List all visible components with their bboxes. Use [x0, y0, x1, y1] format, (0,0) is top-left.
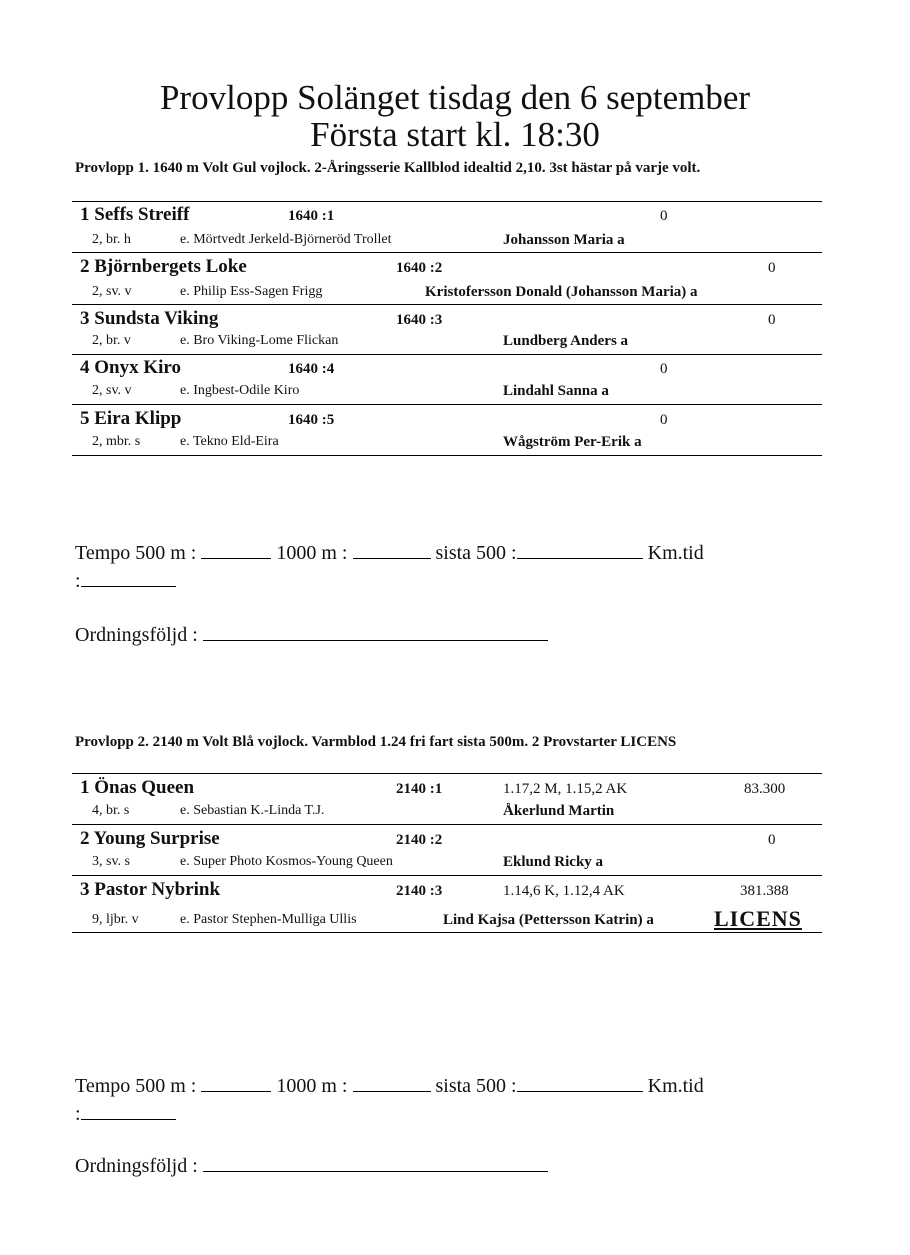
- horse-record: 1.14,6 K, 1.12,4 AK: [503, 883, 625, 899]
- divider: [72, 824, 822, 825]
- order-label: Ordningsföljd :: [75, 624, 198, 646]
- horse-pedigree: e. Ingbest-Odile Kiro: [180, 383, 300, 398]
- order-blank[interactable]: [203, 620, 548, 641]
- km1000-blank[interactable]: [353, 538, 431, 559]
- horse-driver: Kristofersson Donald (Johansson Maria) a: [425, 284, 698, 300]
- tempo-label: Tempo 500 m :: [75, 1075, 197, 1097]
- race-2-order-line: [75, 1151, 548, 1178]
- sista500-blank[interactable]: [517, 1071, 643, 1092]
- horse-distance: 2140 :3: [396, 883, 443, 899]
- tempo-500-blank[interactable]: [201, 1071, 271, 1092]
- horse-info: 2, mbr. s: [92, 434, 141, 449]
- kmtid-blank[interactable]: [81, 1099, 176, 1120]
- race-1-order-line: [75, 620, 548, 647]
- horse-pedigree: e. Super Photo Kosmos-Young Queen: [180, 854, 393, 869]
- horse-distance: 2140 :2: [396, 832, 443, 848]
- km1000-label: 1000 m :: [276, 1075, 348, 1097]
- horse-driver: Eklund Ricky a: [503, 854, 604, 870]
- kmtid-blank[interactable]: [81, 566, 176, 587]
- tempo-label: Tempo 500 m :: [75, 542, 197, 564]
- horse-earnings: 381.388: [740, 883, 789, 899]
- sista500-blank[interactable]: [517, 538, 643, 559]
- horse-pedigree: e. Pastor Stephen-Mulliga Ullis: [180, 912, 357, 927]
- horse-name: 3 Pastor Nybrink: [80, 879, 221, 900]
- horse-name: 2 Björnbergets Loke: [80, 256, 247, 277]
- divider: [72, 773, 822, 774]
- horse-driver: Lind Kajsa (Pettersson Katrin) a: [443, 912, 654, 928]
- divider: [72, 455, 822, 456]
- divider: [72, 354, 822, 355]
- divider: [72, 201, 822, 202]
- document-title: Provlopp Solänget tisdag den 6 september: [159, 78, 751, 117]
- horse-distance: 1640 :5: [288, 412, 335, 428]
- licens-tag: LICENS: [714, 906, 802, 931]
- race-1-kmtid-line: [75, 566, 176, 593]
- horse-driver: Johansson Maria a: [503, 232, 625, 248]
- horse-distance: 1640 :1: [288, 208, 335, 224]
- horse-distance: 2140 :1: [396, 781, 443, 797]
- horse-earnings: 83.300: [744, 781, 786, 797]
- order-label: Ordningsföljd :: [75, 1155, 198, 1177]
- divider: [72, 932, 822, 933]
- horse-distance: 1640 :2: [396, 260, 443, 276]
- horse-earnings: 0: [768, 832, 776, 848]
- race-2-kmtid-line: [75, 1099, 176, 1126]
- divider: [72, 404, 822, 405]
- horse-record: 1.17,2 M, 1.15,2 AK: [503, 781, 628, 797]
- horse-name: 5 Eira Klipp: [80, 408, 182, 429]
- horse-earnings: 0: [660, 361, 668, 377]
- kmtid-label: Km.tid: [647, 542, 704, 564]
- horse-distance: 1640 :3: [396, 312, 443, 328]
- horse-earnings: 0: [768, 312, 776, 328]
- divider: [72, 252, 822, 253]
- horse-name: 2 Young Surprise: [80, 828, 220, 849]
- race-2-tempo-line: [75, 1071, 704, 1098]
- horse-earnings: 0: [660, 412, 668, 428]
- horse-name: 1 Seffs Streiff: [80, 204, 190, 225]
- horse-info: 9, ljbr. v: [92, 912, 139, 927]
- divider: [72, 875, 822, 876]
- race-1-header: Provlopp 1. 1640 m Volt Gul vojlock. 2-Åringsserie Kallblod idealtid 2,10. 3st hästar på varje volt.: [75, 160, 701, 176]
- sista500-label: sista 500 :: [435, 542, 517, 564]
- kmtid-colon: :: [75, 1103, 81, 1125]
- horse-info: 4, br. s: [92, 803, 130, 818]
- divider: [72, 304, 822, 305]
- horse-info: 2, br. h: [92, 232, 131, 247]
- horse-pedigree: e. Tekno Eld-Eira: [180, 434, 279, 449]
- horse-info: 2, sv. v: [92, 284, 132, 299]
- start-time: Första start kl. 18:30: [310, 115, 600, 154]
- sista500-label: sista 500 :: [435, 1075, 517, 1097]
- kmtid-colon: :: [75, 570, 81, 592]
- order-blank[interactable]: [203, 1151, 548, 1172]
- horse-pedigree: e. Philip Ess-Sagen Frigg: [180, 284, 323, 299]
- race-1-tempo-line: [75, 538, 704, 565]
- horse-info: 2, br. v: [92, 333, 131, 348]
- horse-driver: Lindahl Sanna a: [503, 383, 609, 399]
- race-2-header: Provlopp 2. 2140 m Volt Blå vojlock. Varmblod 1.24 fri fart sista 500m. 2 Provstarter LICENS: [75, 734, 677, 750]
- horse-name: 3 Sundsta Viking: [80, 308, 219, 329]
- horse-pedigree: e. Sebastian K.-Linda T.J.: [180, 803, 325, 818]
- tempo-500-blank[interactable]: [201, 538, 271, 559]
- km1000-label: 1000 m :: [276, 542, 348, 564]
- horse-earnings: 0: [768, 260, 776, 276]
- horse-driver: Lundberg Anders a: [503, 333, 629, 349]
- horse-name: 1 Önas Queen: [80, 777, 195, 798]
- horse-distance: 1640 :4: [288, 361, 335, 377]
- horse-name: 4 Onyx Kiro: [80, 357, 181, 378]
- horse-info: 3, sv. s: [92, 854, 130, 869]
- horse-earnings: 0: [660, 208, 668, 224]
- kmtid-label: Km.tid: [647, 1075, 704, 1097]
- horse-pedigree: e. Bro Viking-Lome Flickan: [180, 333, 339, 348]
- km1000-blank[interactable]: [353, 1071, 431, 1092]
- horse-driver: Wågström Per-Erik a: [503, 434, 642, 450]
- horse-pedigree: e. Mörtvedt Jerkeld-Björneröd Trollet: [180, 232, 392, 247]
- horse-info: 2, sv. v: [92, 383, 132, 398]
- horse-driver: Åkerlund Martin: [503, 803, 615, 819]
